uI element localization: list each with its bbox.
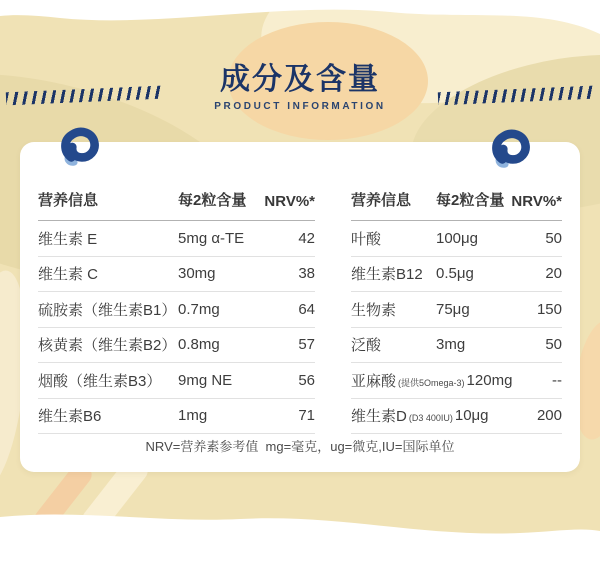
nrv-value: 50 <box>545 229 562 247</box>
header-nrv: NRV%* <box>511 193 562 210</box>
table-row <box>351 292 562 328</box>
amount-value: 100μg <box>436 229 479 247</box>
amount-value: 9mg NE <box>178 371 233 389</box>
nutrient-name <box>351 263 436 284</box>
nutrient-label: 烟酸（维生素B3） <box>38 372 162 390</box>
nutrient-note: (提供5Omega-3) <box>398 377 465 388</box>
nutrient-note: (D3 400IU) <box>408 413 453 424</box>
nutrient-name <box>351 370 467 391</box>
nutrient-label: 维生素 C <box>38 266 99 284</box>
header-nrv: NRV%* <box>264 193 315 210</box>
amount-value: 0.5μg <box>436 265 474 283</box>
table-row <box>351 221 562 257</box>
nrv-value: 64 <box>298 300 315 318</box>
amount-value: 0.7mg <box>178 300 220 318</box>
table-row <box>351 328 562 364</box>
table-row <box>38 221 315 257</box>
amount-value: 0.8mg <box>178 336 220 354</box>
header-nutrient: 营养信息 <box>351 192 412 209</box>
nutrient-name <box>351 299 436 320</box>
nrv-value: 200 <box>536 407 562 425</box>
header-amount: 每2粒含量 <box>178 192 247 209</box>
nutrient-name <box>38 299 178 320</box>
table-row <box>38 257 315 293</box>
table-row <box>38 363 315 399</box>
amount-value: 75μg <box>436 300 470 318</box>
nutrition-table-left <box>38 162 315 434</box>
nrv-value: 56 <box>298 371 315 389</box>
nutrient-name <box>38 370 178 391</box>
header-amount: 每2粒含量 <box>436 192 505 209</box>
nutrient-label: 维生素D <box>351 408 407 426</box>
units-footnote: NRV=营养素参考值 mg=毫克，ug=微克,IU=国际单位 <box>145 439 455 454</box>
nutrition-tables <box>38 162 562 434</box>
table-row <box>38 292 315 328</box>
swirl-ribbon-icon <box>58 124 100 168</box>
nutrient-name <box>38 334 178 355</box>
nutrient-name <box>351 405 455 426</box>
table-row <box>38 399 315 435</box>
amount-value: 1mg <box>178 407 208 425</box>
amount-value: 30mg <box>178 265 216 283</box>
nrv-value: 20 <box>545 265 562 283</box>
amount-value: 3mg <box>436 336 466 354</box>
swirl-ribbon-icon <box>489 126 531 170</box>
nutrient-label: 泛酸 <box>351 337 382 355</box>
nrv-value: 38 <box>298 265 315 283</box>
nutrient-name <box>351 228 436 249</box>
bottom-wave-decoration <box>0 503 600 563</box>
nutrition-card <box>20 142 580 472</box>
nutrient-name <box>38 405 178 426</box>
nutrient-name <box>38 228 178 249</box>
table-header-row <box>38 162 315 221</box>
table-row <box>351 257 562 293</box>
nutrient-label: 核黄素（维生素B2） <box>38 337 177 355</box>
nrv-value: 150 <box>536 300 562 318</box>
top-wave-decoration <box>0 0 600 48</box>
nutrient-label: 叶酸 <box>351 230 382 248</box>
nrv-value: -- <box>552 371 562 389</box>
nutrient-name <box>38 263 178 284</box>
page-title: 成分及含量 <box>220 63 380 96</box>
table-row <box>351 363 562 399</box>
amount-value: 5mg α-TE <box>178 229 245 247</box>
amount-value: 120mg <box>466 371 513 389</box>
nutrient-label: 维生素B12 <box>351 266 423 284</box>
header-nutrient: 营养信息 <box>38 192 99 209</box>
page-subtitle: PRODUCT INFORMATION <box>214 101 386 112</box>
nrv-value: 57 <box>298 336 315 354</box>
nutrient-label: 亚麻酸 <box>351 372 397 390</box>
nrv-value: 50 <box>545 336 562 354</box>
nrv-value: 71 <box>298 407 315 425</box>
nutrition-table-right <box>351 162 562 434</box>
nutrient-label: 生物素 <box>351 301 397 319</box>
nutrient-label: 硫胺素（维生素B1） <box>38 301 177 319</box>
nutrient-label: 维生素B6 <box>38 408 102 426</box>
nrv-value: 42 <box>298 229 315 247</box>
table-row <box>351 399 562 435</box>
nutrient-label: 维生素 E <box>38 230 98 248</box>
table-header-row <box>351 162 562 221</box>
nutrient-name <box>351 334 436 355</box>
amount-value: 10μg <box>454 407 489 425</box>
table-row <box>38 328 315 364</box>
